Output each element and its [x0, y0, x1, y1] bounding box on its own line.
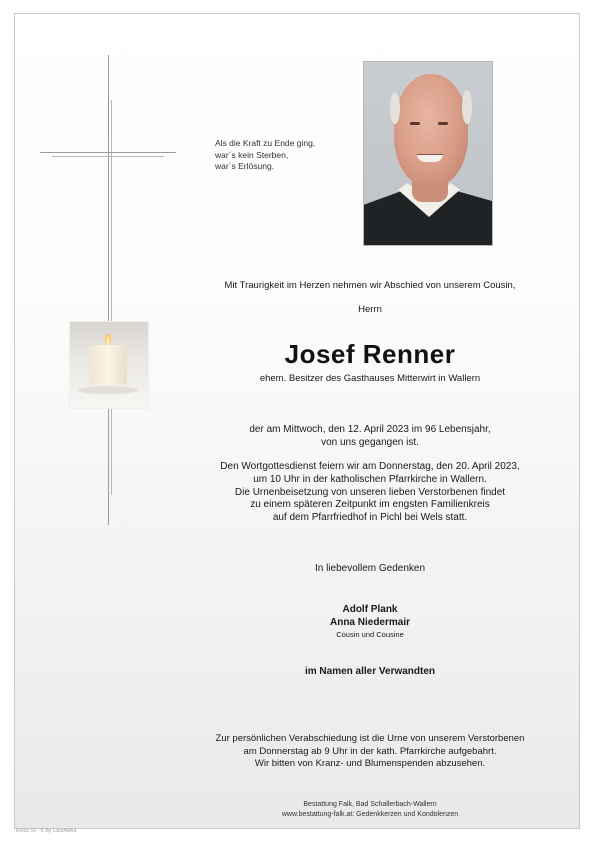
farewell-line: Wir bitten von Kranz- und Blumenspenden abzusehen.	[254, 758, 486, 769]
farewell-line: am Donnerstag ab 9 Uhr in der kath. Pfarrkirche aufgebahrt.	[243, 745, 497, 757]
death-notice	[150, 424, 590, 450]
service-line: Den Wortgottesdienst feiern wir am Donnerstag, den 20. April 2023,	[220, 461, 520, 472]
mourners	[150, 603, 590, 640]
quote-line: Als die Kraft zu Ende ging,	[215, 138, 316, 148]
deceased-occupation: ehem. Besitzer des Gasthauses Mitterwirt in Wallern	[259, 373, 481, 384]
farewell-line: Zur persönlichen Verabschiedung ist die Urne von unserem Verstorbenen	[215, 733, 525, 744]
service-line: zu einem späteren Zeitpunkt im engsten Familienkreis	[250, 499, 490, 511]
relatives-text: im Namen aller Verwandten	[304, 666, 436, 677]
remembrance-text: In liebevollem Gedenken	[314, 563, 426, 574]
death-line: der am Mittwoch, den 12. April 2023 im 96 Lebensjahr,	[249, 424, 491, 435]
footer-line: Bestattung Falk, Bad Schallerbach-Wallern	[303, 801, 437, 808]
mourner-name: Adolf Plank	[342, 604, 398, 615]
farewell-notice	[150, 733, 590, 771]
intro-text: Mit Traurigkeit im Herzen nehmen wir Abschied von unserem Cousin,	[224, 280, 516, 291]
quote-line: war´s Erlösung.	[215, 161, 275, 171]
service-line: um 10 Uhr in der katholischen Pfarrkirche in Wallern.	[253, 473, 487, 485]
death-line: von uns gegangen ist.	[321, 436, 419, 448]
memorial-quote	[215, 138, 355, 173]
deceased-portrait	[363, 61, 493, 246]
mourner-relation: Cousin und Cousine	[336, 630, 404, 639]
quote-line: war´s kein Sterben,	[215, 149, 289, 160]
service-details	[150, 461, 590, 525]
mourner-name: Anna Niedermair	[329, 617, 411, 628]
service-line: Die Urnenbeisetzung von unseren lieben Verstorbenen findet	[234, 486, 506, 498]
parte-sheet	[14, 13, 580, 829]
service-line: auf dem Pfarrfriedhof in Pichl bei Wels statt.	[272, 512, 468, 524]
salutation: Herrn	[358, 304, 382, 315]
template-code: Kreuz 16 - © By Lisa/Aloha	[16, 828, 77, 834]
candle-icon	[70, 322, 148, 408]
footer-website: www.bestattung-falk.at: Gedenkkerzen und Kondolenzen	[281, 811, 459, 818]
deceased-name: Josef Renner	[284, 339, 456, 369]
funeral-home-footer	[150, 800, 590, 820]
